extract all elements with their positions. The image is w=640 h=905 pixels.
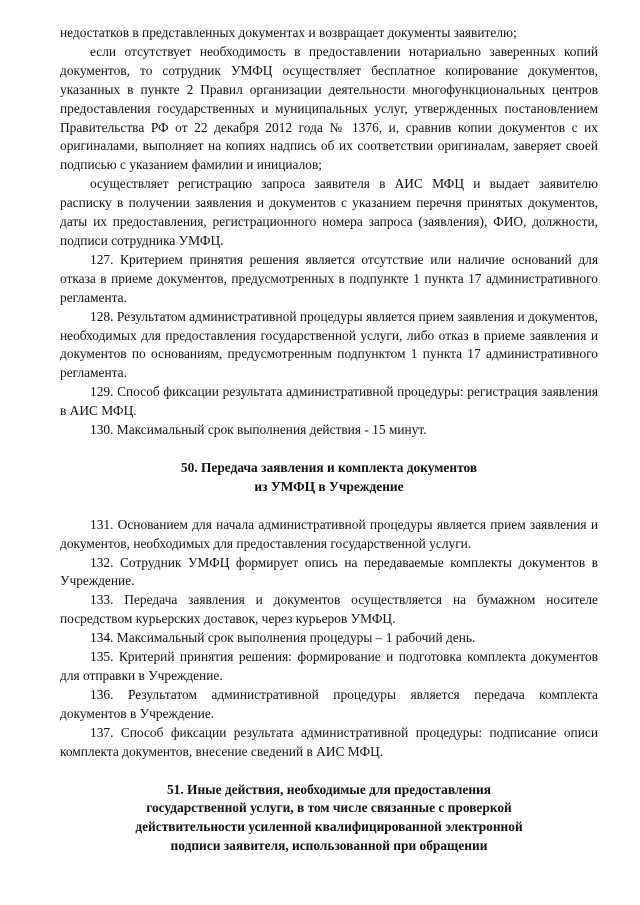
spacer (60, 762, 598, 781)
paragraph-136: 136. Результатом административной процедуры является передача комплекта документов в Учреждение. (60, 686, 598, 721)
paragraph-134: 134. Максимальный срок выполнения процедуры – 1 рабочий день. (90, 630, 476, 646)
paragraph-129: 129. Способ фиксации результата административной процедуры: регистрация заявления в АИС МФЦ. (60, 384, 598, 419)
paragraph-132: 132. Сотрудник УМФЦ формирует опись на передаваемые комплекты документов в Учреждение. (60, 554, 598, 589)
paragraphs-mid (60, 516, 598, 762)
heading-line: из УМФЦ в Учреждение (254, 478, 404, 494)
heading-line: действительности усиленной квалифицированной электронной (135, 819, 523, 835)
spacer (60, 497, 598, 516)
paragraph: если отсутствует необходимость в предоставлении нотариально заверенных копий документов, то сотрудник УМФЦ осуществляет бесплатное копирование документов, указанных в пункте 2 Правил организации деятельности многофункциональных центров предоставления государственных и муниципальных услуг, утвержденных постановлением Правительства РФ от 22 декабря 2012 года № 1376, и, сравнив копии документов с их оригиналами, выполняет на копиях надпись об их соответствии оригиналам, заверяет своей подписью с указанием фамилии и инициалов; (60, 43, 598, 173)
paragraphs-top (60, 24, 598, 440)
paragraph-137: 137. Способ фиксации результата административной процедуры: подписание описи комплекта документов, внесение сведений в АИС МФЦ. (60, 724, 598, 759)
section-heading-50 (60, 459, 598, 497)
heading-line: 50. Передача заявления и комплекта документов (180, 459, 478, 475)
paragraph-135: 135. Критерий принятия решения: формирование и подготовка комплекта документов для отправки в Учреждение. (60, 649, 598, 683)
spacer (60, 440, 598, 459)
paragraph-128: 128. Результатом административной процедуры является прием заявления и документов, необходимых для предоставления государственной услуги, либо отказ в приеме заявления и документов по основаниям, предусмотренным подпунктом 1 пункта 17 административного регламента. (60, 308, 598, 381)
heading-line: подписи заявителя, использованной при обращении (170, 838, 488, 854)
paragraph-133: 133. Передача заявления и документов осуществляется на бумажном носителе посредством курьерских доставок, через курьеров УМФЦ. (60, 592, 598, 627)
paragraph: недостатков в представленных документах и возвращает документы заявителю; (60, 25, 517, 40)
paragraph-130: 130. Максимальный срок выполнения действия - 15 минут. (90, 422, 427, 438)
paragraph-131: 131. Основанием для начала административной процедуры является прием заявления и документов, необходимых для предоставления государственной услуги. (60, 516, 598, 551)
heading-line: 51. Иные действия, необходимые для предоставления (166, 781, 492, 797)
paragraph: осуществляет регистрацию запроса заявителя в АИС МФЦ и выдает заявителю расписку в получении заявления и документов с указанием перечня принятых документов, даты их предоставления, регистрационного номера запроса (заявления), ФИО, должности, подписи сотрудника УМФЦ. (60, 176, 598, 248)
section-heading-51 (60, 781, 598, 857)
paragraph-127: 127. Критерием принятия решения является отсутствие или наличие оснований для отказа в приеме документов, предусмотренных в подпункте 1 пункта 17 административного регламента. (60, 251, 598, 305)
heading-line: государственной услуги, в том числе связанные с проверкой (146, 800, 512, 816)
